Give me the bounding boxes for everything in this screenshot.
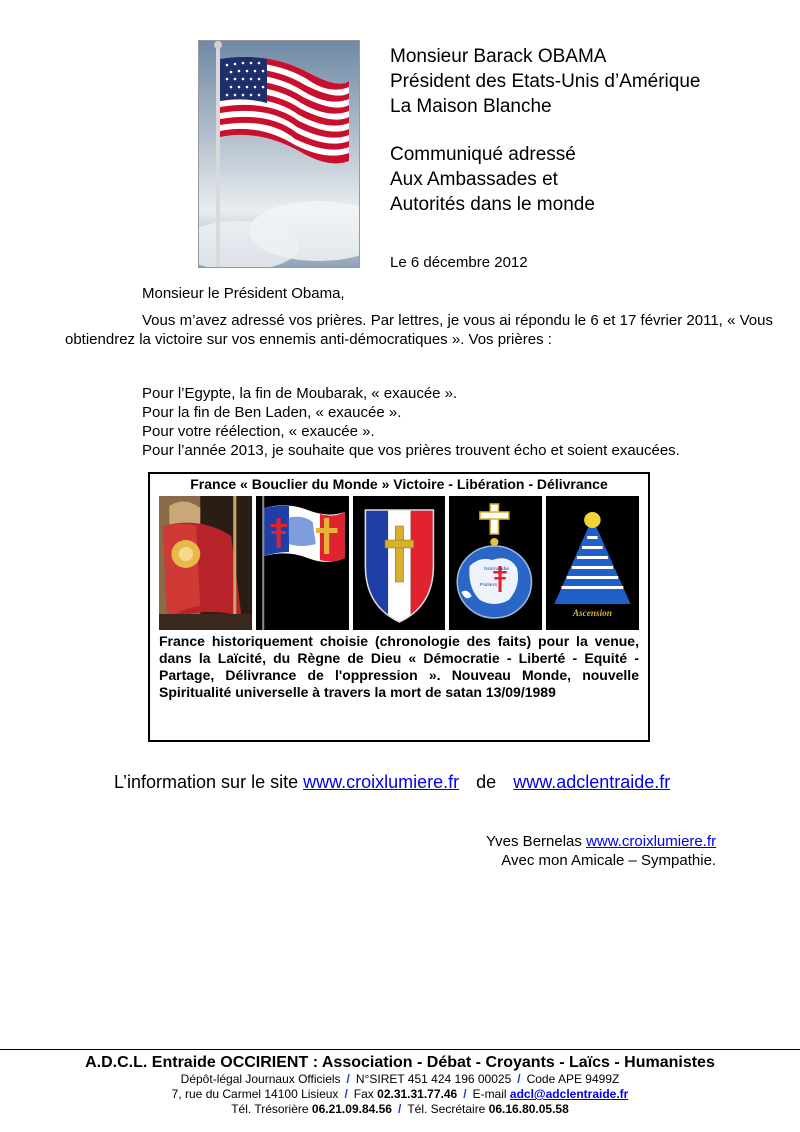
address-line: La Maison Blanche	[390, 96, 552, 117]
prayer-list	[142, 384, 680, 460]
separator: /	[463, 1087, 467, 1101]
church-flag-image	[159, 496, 252, 630]
signature-closing: Avec mon Amicale – Sympathie.	[501, 852, 717, 869]
footer-text: Dépôt-légal Journaux Officiels	[180, 1072, 341, 1086]
communique-line: Communiqué adressé	[390, 144, 576, 165]
signature	[486, 832, 716, 870]
phone-label: Tél. Trésorière	[231, 1102, 309, 1116]
info-middle: de	[476, 772, 497, 792]
france-flag-crosses-image	[256, 496, 349, 630]
email-label: E-mail	[472, 1087, 507, 1101]
footer-title: A.D.C.L. Entraide OCCIRIENT : Association - Débat - Croyants - Laïcs - Humanistes	[85, 1054, 715, 1071]
greeting: Monsieur le Président Obama,	[142, 285, 345, 302]
signature-link[interactable]: www.croixlumiere.fr	[586, 833, 717, 850]
france-shield-image	[353, 496, 446, 630]
us-flag-photo	[198, 40, 360, 268]
email-link[interactable]: adcl@adclentraide.fr	[509, 1087, 629, 1101]
footer-phones	[0, 1102, 800, 1117]
croixlumiere-link[interactable]: www.croixlumiere.fr	[303, 772, 460, 792]
list-item: Pour votre réélection, « exaucée ».	[142, 423, 375, 440]
fax-label: Fax	[353, 1087, 374, 1101]
box-title: France « Bouclier du Monde » Victoire - Libération - Délivrance	[190, 476, 608, 492]
map-label: Normandie	[484, 566, 510, 572]
letter-paragraph: Vous m’avez adressé vos prières. Par lettres, je vous ai répondu le 6 et 17 février 2011, « Vous obtiendrez la victoire sur vos ennemis anti-démocratiques ». Vos prières :	[65, 312, 773, 348]
globe-map-image	[449, 496, 542, 630]
footer-text: N°SIRET 451 424 196 00025	[355, 1072, 512, 1086]
list-item: Pour l’année 2013, je souhaite que vos prières trouvent écho et soient exaucées.	[142, 442, 680, 459]
shield-box	[148, 472, 650, 742]
adclentraide-link[interactable]: www.adclentraide.fr	[513, 772, 671, 792]
footer-address: 7, rue du Carmel 14100 Lisieux	[171, 1087, 339, 1101]
info-prefix: L’information sur le site	[114, 772, 299, 792]
separator: /	[346, 1072, 350, 1086]
map-label: Poitiers	[480, 582, 498, 588]
separator: /	[397, 1102, 402, 1116]
ascension-pyramid-image	[546, 496, 639, 630]
phone-value: 06.21.09.84.56	[311, 1102, 392, 1116]
footer-divider	[0, 1049, 800, 1050]
phone-label: Tél. Secrétaire	[407, 1102, 486, 1116]
info-line	[114, 772, 670, 793]
letter-date: Le 6 décembre 2012	[390, 254, 528, 271]
image-strip	[159, 496, 639, 630]
separator: /	[344, 1087, 348, 1101]
pyramid-label: Ascension	[573, 608, 613, 618]
recipient-address	[390, 44, 700, 217]
footer-contact	[0, 1087, 800, 1102]
communique-line: Aux Ambassades et	[390, 169, 558, 190]
footer-text: Code APE 9499Z	[526, 1072, 620, 1086]
footer-registration	[0, 1072, 800, 1087]
address-line: Monsieur Barack OBAMA	[390, 46, 607, 67]
communique-line: Autorités dans le monde	[390, 194, 595, 215]
signer-name: Yves Bernelas	[486, 833, 582, 850]
separator: /	[517, 1072, 521, 1086]
list-item: Pour l’Egypte, la fin de Moubarak, « exaucée ».	[142, 385, 458, 402]
box-text: France historiquement choisie (chronologie des faits) pour la venue, dans la Laïcité, du Règne de Dieu « Démocratie - Liberté - Equité - Partage, Délivrance de l'oppression ». Nouveau Monde, nouvelle Spiritualité universelle à travers la mort de satan 13/09/1989	[159, 633, 639, 700]
address-line: Président des Etats-Unis d’Amérique	[390, 71, 701, 92]
fax-value: 02.31.31.77.46	[377, 1087, 458, 1101]
footer	[0, 1053, 800, 1117]
list-item: Pour la fin de Ben Laden, « exaucée ».	[142, 404, 402, 421]
phone-value: 06.16.80.05.58	[488, 1102, 569, 1116]
